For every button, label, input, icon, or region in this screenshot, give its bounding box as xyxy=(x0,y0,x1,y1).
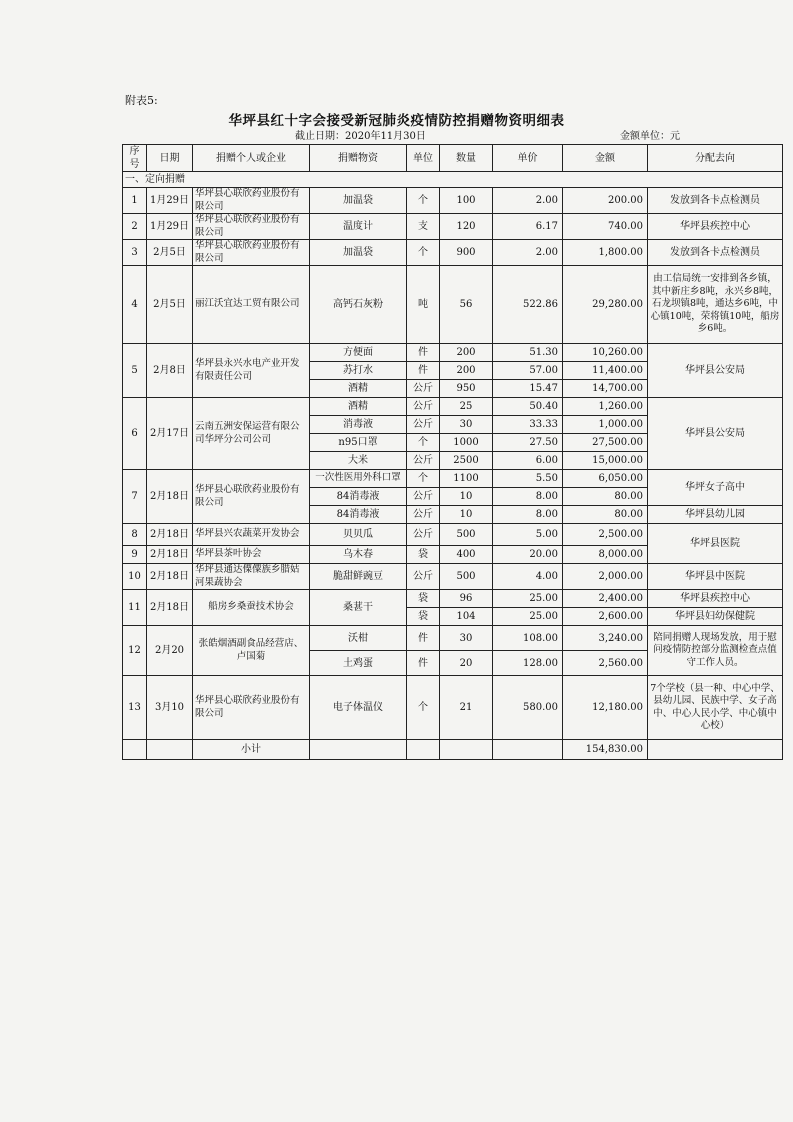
cell-unit: 公斤 xyxy=(407,416,440,434)
cell-qty: 500 xyxy=(440,524,493,546)
cell-amount: 15,000.00 xyxy=(563,452,648,470)
cell-item: 84消毒液 xyxy=(310,488,407,506)
cell-date: 2月18日 xyxy=(147,524,193,546)
cell-price: 27.50 xyxy=(493,434,563,452)
cell-unit: 袋 xyxy=(407,608,440,626)
cell-dest: 陪同捐赠人现场发放，用于慰问疫情防控部分监测检查点值守工作人员。 xyxy=(648,626,783,676)
cell-unit: 个 xyxy=(407,676,440,740)
table-row xyxy=(123,470,783,488)
cell-qty: 56 xyxy=(440,266,493,344)
cell-donor: 华坪县兴农蔬菜开发协会 xyxy=(193,524,310,546)
cell-amount: 2,560.00 xyxy=(563,651,648,676)
cell-unit: 个 xyxy=(407,434,440,452)
cell-item: 84消毒液 xyxy=(310,506,407,524)
amount-unit-text: 金额单位：元 xyxy=(620,131,680,142)
cell-price: 108.00 xyxy=(493,626,563,651)
cell-item: 加温袋 xyxy=(310,188,407,214)
cell-no: 2 xyxy=(123,214,147,240)
cell-date: 2月18日 xyxy=(147,590,193,626)
cell-date: 2月17日 xyxy=(147,398,193,470)
cell-amount: 1,260.00 xyxy=(563,398,648,416)
cell-qty: 200 xyxy=(440,344,493,362)
cell-qty: 21 xyxy=(440,676,493,740)
cell-item: 消毒液 xyxy=(310,416,407,434)
cell-donor: 华坪县茶叶协会 xyxy=(193,546,310,564)
cell-amount: 11,400.00 xyxy=(563,362,648,380)
cell-unit: 公斤 xyxy=(407,488,440,506)
cell-no: 13 xyxy=(123,676,147,740)
table-row xyxy=(123,344,783,362)
table-row xyxy=(123,676,783,740)
cell-price: 57.00 xyxy=(493,362,563,380)
subtotal-row xyxy=(123,740,783,760)
cell-amount: 8,000.00 xyxy=(563,546,648,564)
cell-unit: 支 xyxy=(407,214,440,240)
cell-qty: 100 xyxy=(440,188,493,214)
cell-amount: 12,180.00 xyxy=(563,676,648,740)
cell-unit: 个 xyxy=(407,188,440,214)
header-qty: 数量 xyxy=(440,145,493,172)
header-date: 日期 xyxy=(147,145,193,172)
cell-donor: 华坪县永兴水电产业开发有限责任公司 xyxy=(193,344,310,398)
cell-price: 580.00 xyxy=(493,676,563,740)
table-row xyxy=(123,266,783,344)
cell-qty: 104 xyxy=(440,608,493,626)
cell-unit: 件 xyxy=(407,362,440,380)
cell-donor: 华坪县心联欣药业股份有限公司 xyxy=(193,470,310,524)
cell-date: 2月8日 xyxy=(147,344,193,398)
cell-dest: 发放到各卡点检测员 xyxy=(648,188,783,214)
cell-dest: 发放到各卡点检测员 xyxy=(648,240,783,266)
cell-date: 2月18日 xyxy=(147,546,193,564)
header-price: 单价 xyxy=(493,145,563,172)
cell-date: 2月18日 xyxy=(147,470,193,524)
table-row xyxy=(123,590,783,608)
cell-date: 2月5日 xyxy=(147,240,193,266)
table-row xyxy=(123,564,783,590)
header-donor: 捐赠个人或企业 xyxy=(193,145,310,172)
cell-amount: 10,260.00 xyxy=(563,344,648,362)
cell-price: 2.00 xyxy=(493,188,563,214)
cell-dest: 由工信局统一安排到各乡镇，其中新庄乡8吨，永兴乡8吨，石龙坝镇8吨，通达乡6吨，中心镇10吨，荣将镇10吨，船房乡6吨。 xyxy=(648,266,783,344)
cell-amount: 29,280.00 xyxy=(563,266,648,344)
cell-price: 6.17 xyxy=(493,214,563,240)
cell-unit: 件 xyxy=(407,626,440,651)
cell-donor: 华坪县心联欣药业股份有限公司 xyxy=(193,240,310,266)
cell-qty: 1000 xyxy=(440,434,493,452)
cell-item: 大米 xyxy=(310,452,407,470)
cell-donor: 华坪县心联欣药业股份有限公司 xyxy=(193,188,310,214)
cell-price: 6.00 xyxy=(493,452,563,470)
cell-donor: 张皓烟酒副食品经营店、卢国菊 xyxy=(193,626,310,676)
cell-item: 沃柑 xyxy=(310,626,407,651)
cell-donor: 船房乡桑蚕技术协会 xyxy=(193,590,310,626)
cell-price: 2.00 xyxy=(493,240,563,266)
cell-dest: 华坪县妇幼保健院 xyxy=(648,608,783,626)
cell-donor: 丽江沃宜达工贸有限公司 xyxy=(193,266,310,344)
cell-item: 乌木春 xyxy=(310,546,407,564)
cell-item: 电子体温仪 xyxy=(310,676,407,740)
cell-no: 3 xyxy=(123,240,147,266)
cell-price: 50.40 xyxy=(493,398,563,416)
cell-dest: 华坪县医院 xyxy=(648,524,783,564)
cell-item: 温度计 xyxy=(310,214,407,240)
cell-amount: 740.00 xyxy=(563,214,648,240)
cell-qty: 950 xyxy=(440,380,493,398)
cell-no: 9 xyxy=(123,546,147,564)
table-row xyxy=(123,524,783,546)
cell-item: 桑葚干 xyxy=(310,590,407,626)
cell-qty: 25 xyxy=(440,398,493,416)
header-dest: 分配去向 xyxy=(648,145,783,172)
cell-date: 3月10 xyxy=(147,676,193,740)
cell-amount: 14,700.00 xyxy=(563,380,648,398)
attachment-label: 附表5: xyxy=(125,94,158,107)
cell-no: 11 xyxy=(123,590,147,626)
cell-qty: 10 xyxy=(440,506,493,524)
cell-price: 8.00 xyxy=(493,488,563,506)
cell-unit: 件 xyxy=(407,651,440,676)
header-unit: 单位 xyxy=(407,145,440,172)
cell-no: 5 xyxy=(123,344,147,398)
table-row xyxy=(123,188,783,214)
cell-qty: 120 xyxy=(440,214,493,240)
cell-date: 2月20 xyxy=(147,626,193,676)
cell-price: 33.33 xyxy=(493,416,563,434)
cell-no: 7 xyxy=(123,470,147,524)
cell-unit: 公斤 xyxy=(407,564,440,590)
cell-price: 5.50 xyxy=(493,470,563,488)
empty-cell xyxy=(440,740,493,760)
cell-unit: 公斤 xyxy=(407,380,440,398)
header-item: 捐赠物资 xyxy=(310,145,407,172)
cell-no: 12 xyxy=(123,626,147,676)
cell-no: 1 xyxy=(123,188,147,214)
empty-cell xyxy=(407,740,440,760)
cell-date: 1月29日 xyxy=(147,188,193,214)
subtotal-label: 小计 xyxy=(193,740,310,760)
table-row xyxy=(123,626,783,651)
cell-dest: 华坪县疾控中心 xyxy=(648,590,783,608)
cell-amount: 1,800.00 xyxy=(563,240,648,266)
table-row xyxy=(123,214,783,240)
cell-price: 128.00 xyxy=(493,651,563,676)
cell-unit: 件 xyxy=(407,344,440,362)
cell-date: 1月29日 xyxy=(147,214,193,240)
header-amount: 金额 xyxy=(563,145,648,172)
cell-item: n95口罩 xyxy=(310,434,407,452)
cell-amount: 2,400.00 xyxy=(563,590,648,608)
cell-qty: 96 xyxy=(440,590,493,608)
cell-amount: 2,500.00 xyxy=(563,524,648,546)
cell-unit: 公斤 xyxy=(407,452,440,470)
cell-item: 土鸡蛋 xyxy=(310,651,407,676)
cell-qty: 400 xyxy=(440,546,493,564)
cell-qty: 20 xyxy=(440,651,493,676)
cell-qty: 900 xyxy=(440,240,493,266)
empty-cell xyxy=(648,740,783,760)
cell-dest: 华坪女子高中 xyxy=(648,470,783,506)
cell-item: 加温袋 xyxy=(310,240,407,266)
cell-unit: 公斤 xyxy=(407,524,440,546)
empty-cell xyxy=(123,740,147,760)
cell-price: 5.00 xyxy=(493,524,563,546)
empty-cell xyxy=(310,740,407,760)
cell-item: 贝贝瓜 xyxy=(310,524,407,546)
cell-date: 2月18日 xyxy=(147,564,193,590)
cell-date: 2月5日 xyxy=(147,266,193,344)
header-no: 序号 xyxy=(123,145,147,172)
cell-unit: 袋 xyxy=(407,546,440,564)
cell-item: 苏打水 xyxy=(310,362,407,380)
cell-qty: 200 xyxy=(440,362,493,380)
cell-qty: 500 xyxy=(440,564,493,590)
cell-amount: 2,000.00 xyxy=(563,564,648,590)
cell-item: 酒精 xyxy=(310,380,407,398)
cell-dest: 华坪县幼儿园 xyxy=(648,506,783,524)
empty-cell xyxy=(147,740,193,760)
table-row xyxy=(123,398,783,416)
table-row xyxy=(123,240,783,266)
cell-qty: 30 xyxy=(440,626,493,651)
cell-no: 8 xyxy=(123,524,147,546)
cell-no: 10 xyxy=(123,564,147,590)
cell-amount: 200.00 xyxy=(563,188,648,214)
cell-donor: 华坪县通达傈僳族乡腊姑河果蔬协会 xyxy=(193,564,310,590)
cell-price: 8.00 xyxy=(493,506,563,524)
cell-unit: 个 xyxy=(407,240,440,266)
cell-no: 4 xyxy=(123,266,147,344)
cell-unit: 袋 xyxy=(407,590,440,608)
cell-qty: 10 xyxy=(440,488,493,506)
deadline-text: 截止日期：2020年11月30日 xyxy=(295,131,426,142)
cell-qty: 30 xyxy=(440,416,493,434)
cell-price: 522.86 xyxy=(493,266,563,344)
section-label: 一、定向捐赠 xyxy=(123,172,783,188)
cell-price: 4.00 xyxy=(493,564,563,590)
empty-cell xyxy=(493,740,563,760)
cell-item: 一次性医用外科口罩 xyxy=(310,470,407,488)
cell-item: 脆甜鲜豌豆 xyxy=(310,564,407,590)
cell-donor: 云南五洲安保运营有限公司华坪分公司公司 xyxy=(193,398,310,470)
cell-dest: 7个学校（县一种、中心中学、县幼儿园、民族中学、女子高中、中心人民小学、中心镇中心校） xyxy=(648,676,783,740)
section-row xyxy=(123,172,783,188)
cell-dest: 华坪县中医院 xyxy=(648,564,783,590)
cell-price: 25.00 xyxy=(493,608,563,626)
cell-donor: 华坪县心联欣药业股份有限公司 xyxy=(193,214,310,240)
cell-qty: 1100 xyxy=(440,470,493,488)
cell-amount: 27,500.00 xyxy=(563,434,648,452)
cell-amount: 1,000.00 xyxy=(563,416,648,434)
cell-amount: 6,050.00 xyxy=(563,470,648,488)
cell-amount: 80.00 xyxy=(563,488,648,506)
cell-unit: 公斤 xyxy=(407,506,440,524)
cell-dest: 华坪县公安局 xyxy=(648,344,783,398)
cell-no: 6 xyxy=(123,398,147,470)
cell-price: 20.00 xyxy=(493,546,563,564)
document-title: 华坪县红十字会接受新冠肺炎疫情防控捐赠物资明细表 xyxy=(228,113,565,129)
cell-qty: 2500 xyxy=(440,452,493,470)
donation-table xyxy=(122,144,783,760)
cell-unit: 个 xyxy=(407,470,440,488)
cell-unit: 吨 xyxy=(407,266,440,344)
table-header-row xyxy=(123,145,783,172)
cell-amount: 3,240.00 xyxy=(563,626,648,651)
cell-price: 51.30 xyxy=(493,344,563,362)
cell-dest: 华坪县公安局 xyxy=(648,398,783,470)
cell-price: 25.00 xyxy=(493,590,563,608)
cell-amount: 80.00 xyxy=(563,506,648,524)
cell-amount: 2,600.00 xyxy=(563,608,648,626)
cell-item: 酒精 xyxy=(310,398,407,416)
subtotal-amount: 154,830.00 xyxy=(563,740,648,760)
cell-unit: 公斤 xyxy=(407,398,440,416)
cell-price: 15.47 xyxy=(493,380,563,398)
cell-item: 高钙石灰粉 xyxy=(310,266,407,344)
cell-donor: 华坪县心联欣药业股份有限公司 xyxy=(193,676,310,740)
cell-item: 方便面 xyxy=(310,344,407,362)
cell-dest: 华坪县疾控中心 xyxy=(648,214,783,240)
